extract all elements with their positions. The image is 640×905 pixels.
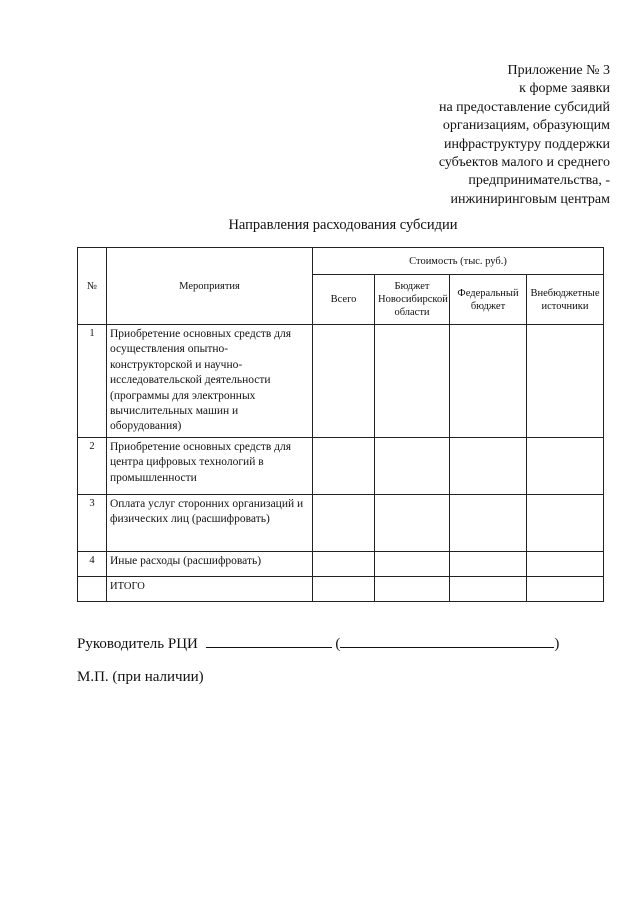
cell-extrabudget <box>527 325 604 438</box>
name-blank <box>340 633 554 648</box>
cell-regional <box>375 325 450 438</box>
table-row <box>78 325 604 438</box>
row-event: Приобретение основных средств для осуществления опытно-конструкторской и научно-исследовательской деятельности (программы для электронных вычислительных машин и оборудования) <box>107 325 313 438</box>
row-event: Оплата услуг сторонних организаций и физических лиц (расшифровать) <box>107 495 313 552</box>
header-line: субъектов малого и среднего <box>438 155 610 171</box>
row-number: 3 <box>78 495 107 552</box>
row-number: 2 <box>78 438 107 495</box>
cell-extrabudget <box>527 495 604 552</box>
signature-label: Руководитель РЦИ <box>77 636 198 652</box>
header-event: Мероприятия <box>107 248 313 325</box>
header-line: к форме заявки <box>519 81 610 97</box>
cell-total <box>313 438 375 495</box>
row-event: Приобретение основных средств для центра цифровых технологий в промышленности <box>107 438 313 495</box>
row-total-label: ИТОГО <box>107 577 313 602</box>
cell-federal <box>450 577 527 602</box>
cell-regional <box>375 495 450 552</box>
cell-total <box>313 552 375 577</box>
open-paren: ( <box>335 636 341 652</box>
header-line: инфраструктуру поддержки <box>444 136 610 152</box>
cell-extrabudget <box>527 438 604 495</box>
header-line: Приложение № 3 <box>507 63 610 78</box>
stamp-note: М.П. (при наличии) <box>77 669 204 685</box>
cell-federal <box>450 552 527 577</box>
cell-federal <box>450 495 527 552</box>
cell-total <box>313 577 375 602</box>
header-total: Всего <box>313 275 375 325</box>
signature-blank <box>206 633 332 648</box>
row-number: 4 <box>78 552 107 577</box>
cell-regional <box>375 438 450 495</box>
cell-federal <box>450 438 527 495</box>
cell-total <box>313 495 375 552</box>
cell-regional <box>375 577 450 602</box>
header-cost-group: Стоимость (тыс. руб.) <box>313 248 604 275</box>
header-line: организациям, образующим <box>442 118 610 134</box>
cell-extrabudget <box>527 577 604 602</box>
expenditure-table <box>77 247 604 602</box>
appendix-header <box>310 62 610 209</box>
signature-line <box>77 633 559 653</box>
header-no: № <box>78 248 107 325</box>
row-event: Иные расходы (расшифровать) <box>107 552 313 577</box>
header-line: на предоставление субсидий <box>438 99 610 115</box>
table-row <box>78 438 604 495</box>
cell-federal <box>450 325 527 438</box>
header-line: инжиниринговым центрам <box>450 191 610 207</box>
row-number <box>78 577 107 602</box>
table-row-total <box>78 577 604 602</box>
table-row <box>78 552 604 577</box>
header-line: предпринимательства, - <box>468 173 610 189</box>
cell-total <box>313 325 375 438</box>
header-federal: Федеральный бюджет <box>450 275 527 325</box>
close-paren: ) <box>554 636 560 652</box>
row-number: 1 <box>78 325 107 438</box>
header-regional: Бюджет Новосибирской области <box>375 275 450 325</box>
table-row <box>78 495 604 552</box>
cell-extrabudget <box>527 552 604 577</box>
cell-regional <box>375 552 450 577</box>
header-extrabudget: Внебюджетные источники <box>527 275 604 325</box>
table-title: Направления расходования субсидии <box>228 217 458 233</box>
